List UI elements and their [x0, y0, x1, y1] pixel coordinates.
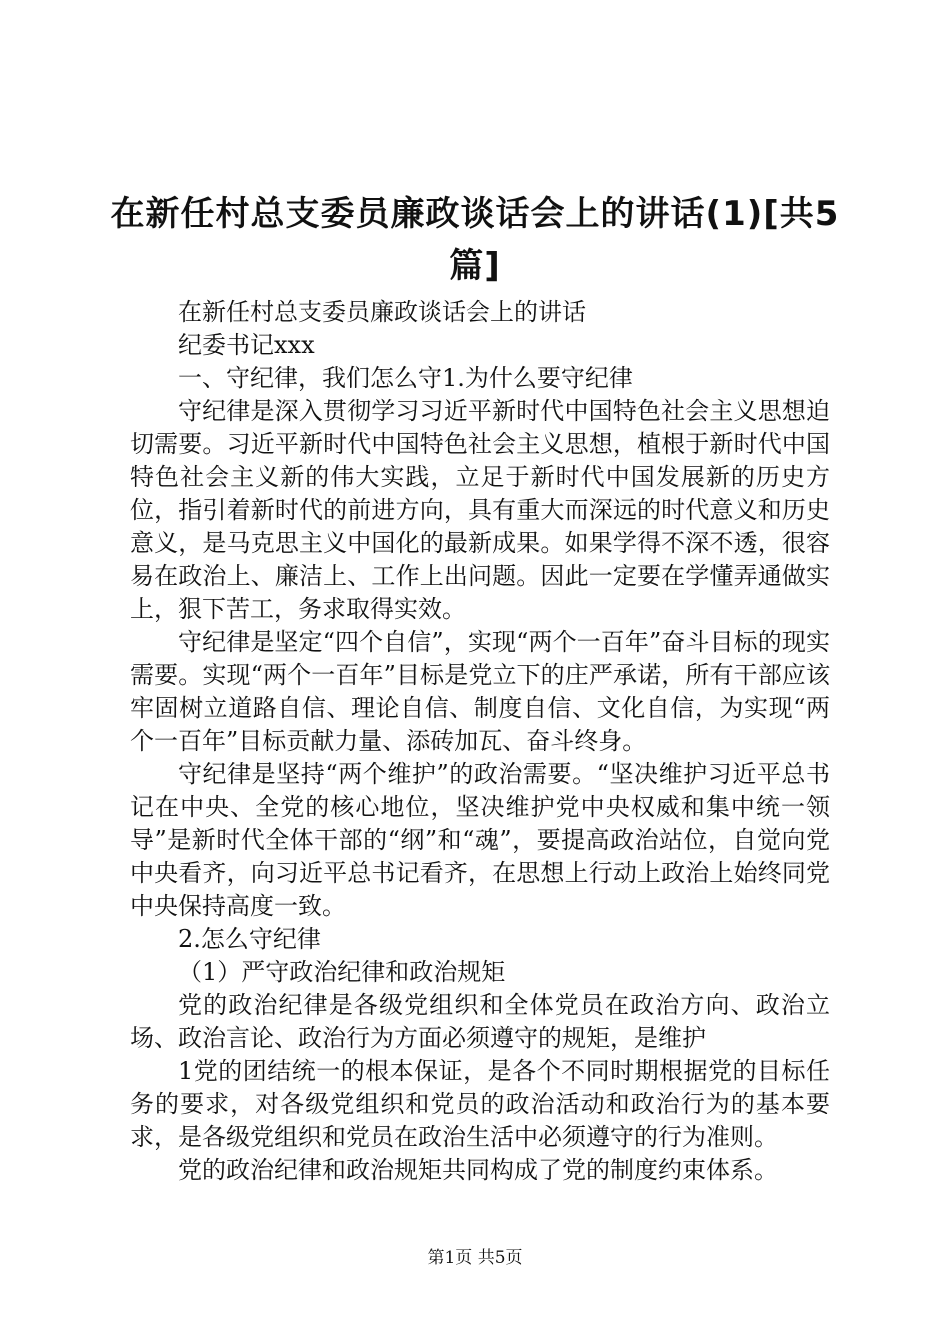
paragraph-subtitle: 在新任村总支委员廉政谈话会上的讲话: [178, 298, 586, 326]
document-body: [130, 296, 830, 1187]
paragraph: 党的政治纪律是各级党组织和全体党员在政治方向、政治立场、政治言论、政治行为方面必须遵守的规矩，是维护: [130, 991, 830, 1052]
paragraph: 守纪律是深入贯彻学习习近平新时代中国特色社会主义思想迫切需要。习近平新时代中国特色社会主义思想，植根于新时代中国特色社会主义新的伟大实践，立足于新时代中国发展新的历史方位，指引着新时代的前进方向，具有重大而深远的时代意义和历史意义，是马克思主义中国化的最新成果。如果学得不深不透，很容易在政治上、廉洁上、工作上出问题。因此一定要在学懂弄通做实上，狠下苦工，务求取得实效。: [130, 397, 830, 623]
document-title: 在新任村总支委员廉政谈话会上的讲话(1)[共5篇]: [110, 194, 840, 286]
page-footer: 第1页 共5页: [427, 1248, 523, 1268]
paragraph: 守纪律是坚持“两个维护”的政治需要。“坚决维护习近平总书记在中央、全党的核心地位，坚决维护党中央权威和集中统一领导”是新时代全体干部的“纲”和“魂”，要提高政治站位，自觉向党中央看齐，向习近平总书记看齐，在思想上行动上政治上始终同党中央保持高度一致。: [130, 760, 830, 920]
paragraph-heading-1: 一、守纪律，我们怎么守1.为什么要守纪律: [178, 364, 633, 392]
paragraph-heading-2: 2.怎么守纪律: [178, 925, 321, 953]
paragraph: 党的政治纪律和政治规矩共同构成了党的制度约束体系。: [178, 1156, 778, 1184]
paragraph-author: 纪委书记xxx: [178, 331, 315, 359]
paragraph: 1党的团结统一的根本保证，是各个不同时期根据党的目标任务的要求，对各级党组织和党员的政治活动和政治行为的基本要求，是各级党组织和党员在政治生活中必须遵守的行为准则。: [130, 1057, 830, 1151]
paragraph-heading-3: （1）严守政治纪律和政治规矩: [178, 958, 506, 986]
paragraph: 守纪律是坚定“四个自信”，实现“两个一百年”奋斗目标的现实需要。实现“两个一百年”目标是党立下的庄严承诺，所有干部应该牢固树立道路自信、理论自信、制度自信、文化自信，为实现“两个一百年”目标贡献力量、添砖加瓦、奋斗终身。: [130, 628, 830, 755]
